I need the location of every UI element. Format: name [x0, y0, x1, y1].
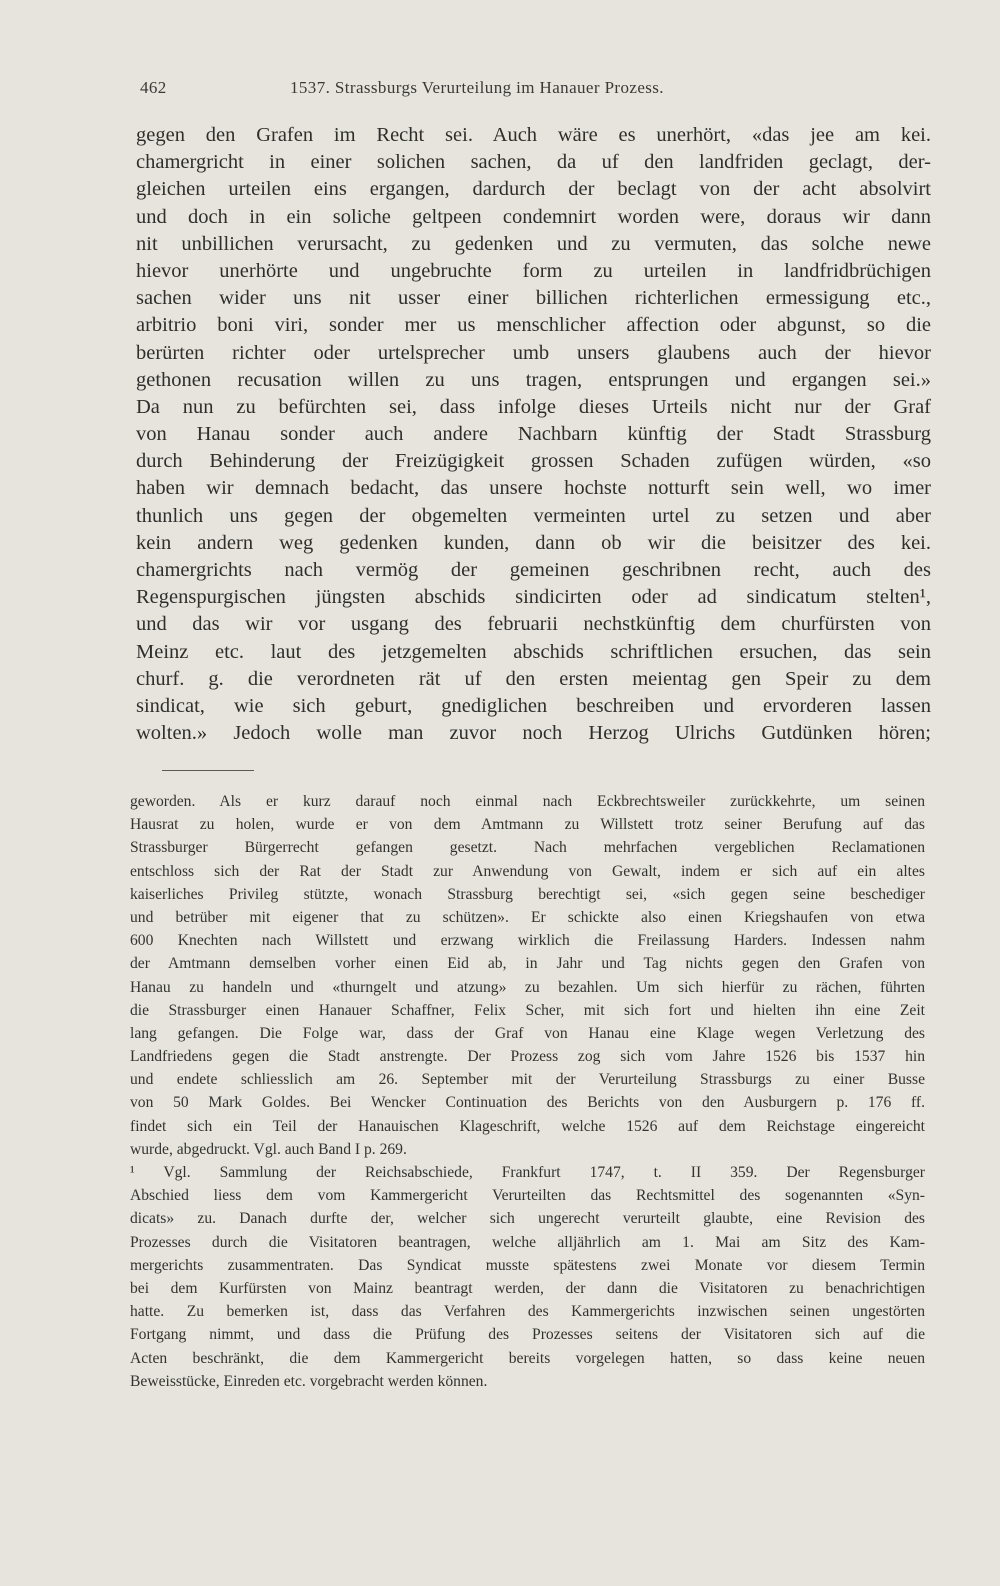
- text-line: gleichen urteilen eins ergangen, dardurch der beclagt von der acht absolvirt: [136, 178, 931, 201]
- footnote-line: entschloss sich der Rat der Stadt zur Anwendung von Gewalt, indem er sich auf ein altes: [130, 862, 925, 880]
- text-line: wolten.» Jedoch wolle man zuvor noch Herzog Ulrichs Gutdünken hören;: [136, 722, 931, 745]
- text-line: und das wir vor usgang des februarii nechstkünftig dem churfürsten von: [136, 613, 931, 636]
- footnote-line: findet sich ein Teil der Hanauischen Klageschrift, welche 1526 auf dem Reichstage eingereicht: [130, 1117, 925, 1135]
- text-line: Regenspurgischen jüngsten abschids sindicirten oder ad sindicatum stelten¹,: [136, 586, 931, 609]
- footnote-divider: [162, 770, 254, 771]
- text-line: chamergricht in einer solichen sachen, da uf den landfriden geclagt, der-: [136, 151, 931, 174]
- footnote-line: und betrüber mit eigener that zu schützen». Er schickte also einen Kriegshaufen von etwa: [130, 908, 925, 926]
- footnote-line: der Amtmann demselben vorher einen Eid ab, in Jahr und Tag nichts gegen den Grafen von: [130, 955, 925, 973]
- text-line: durch Behinderung der Freizügigkeit grossen Schaden zufügen würden, «so: [136, 450, 931, 473]
- text-line: kein andern weg gedenken kunden, dann ob wir die beisitzer des kei.: [136, 531, 931, 554]
- footnote-line: Fortgang nimmt, und dass die Prüfung des Prozesses seitens der Visitatoren sich auf die: [130, 1326, 925, 1344]
- footnote-line: Landfriedens gegen die Stadt anstrengte. Der Prozess zog sich vom Jahre 1526 bis 1537 hin: [130, 1048, 925, 1066]
- text-line: gegen den Grafen im Recht sei. Auch wäre es unerhört, «das jee am kei.: [136, 124, 931, 146]
- footnote-line: bei dem Kurfürsten von Mainz beantragt werden, der dann die Visitatoren zu benachrichtigen: [130, 1279, 925, 1297]
- footnote-line: hatte. Zu bemerken ist, dass das Verfahren des Kammergerichts inzwischen seinen ungestörten: [130, 1303, 925, 1321]
- footnote-line: ¹ Vgl. Sammlung der Reichsabschiede, Frankfurt 1747, t. II 359. Der Regensburger: [130, 1164, 925, 1181]
- text-line: arbitrio boni viri, sonder mer us menschlicher affection oder abgunst, so die: [136, 314, 931, 337]
- footnote-line: geworden. Als er kurz darauf noch einmal nach Eckbrechtsweiler zurückkehrte, um seinen: [130, 793, 925, 810]
- text-line: von Hanau sonder auch andere Nachbarn künftig der Stadt Strassburg: [136, 423, 931, 446]
- footnote-line: Hausrat zu holen, wurde er von dem Amtmann zu Willstett trotz seiner Berufung auf das: [130, 816, 925, 834]
- footnote-line: mergerichts zusammentraten. Das Syndicat musste spätestens zwei Monate vor diesem Termin: [130, 1256, 925, 1274]
- footnote-line: und endete schliesslich am 26. September mit der Verurteilung Strassburgs zu einer Busse: [130, 1071, 925, 1089]
- text-line: gethonen recusation willen zu uns tragen, entsprungen und ergangen sei.»: [136, 368, 931, 391]
- text-line: haben wir demnach bedacht, das unsere hochste notturft sein well, wo imer: [136, 477, 931, 500]
- footnote-line: Acten beschränkt, die dem Kammergericht bereits vorgelegen hatten, so dass keine neuen: [130, 1349, 925, 1367]
- text-line: sindicat, wie sich geburt, gnediglichen beschreiben und ervorderen lassen: [136, 694, 931, 717]
- page-number: 462: [140, 78, 167, 97]
- running-head: 1537. Strassburgs Verurteilung im Hanauer Prozess.: [290, 78, 664, 97]
- text-line: churf. g. die verordneten rät uf den ersten meientag gen Speir zu dem: [136, 667, 931, 690]
- footnote-line: wurde, abgedruckt. Vgl. auch Band I p. 269.: [130, 1140, 407, 1158]
- text-line: chamergrichts nach vermög der gemeinen geschribnen recht, auch des: [136, 559, 931, 581]
- footnote-line: lang gefangen. Die Folge war, dass der Graf von Hanau eine Klage wegen Verletzung des: [130, 1024, 925, 1042]
- main-text-block: [136, 122, 931, 747]
- text-line: und doch in ein soliche geltpeen condemnirt worden were, doraus wir dann: [136, 205, 931, 228]
- text-line: sachen wider uns nit usser einer billichen richterlichen ermessigung etc.,: [136, 287, 931, 310]
- footnotes-block: [130, 790, 925, 1393]
- text-line: Da nun zu befürchten sei, dass infolge dieses Urteils nicht nur der Graf: [136, 395, 931, 418]
- text-line: nit unbillichen verursacht, zu gedenken und zu vermuten, das solche newe: [136, 232, 931, 255]
- footnote-line: Hanau zu handeln und «thurngelt und atzung» zu bezahlen. Um sich hierfür zu rächen, führten: [130, 978, 925, 996]
- footnote-line: Beweisstücke, Einreden etc. vorgebracht werden können.: [130, 1372, 488, 1390]
- text-line: thunlich uns gegen der obgemelten vermeinten urtel zu setzen und aber: [136, 504, 931, 527]
- text-line: Meinz etc. laut des jetzgemelten abschids schriftlichen ersuchen, das sein: [136, 640, 931, 663]
- page-header: [140, 78, 940, 100]
- footnote-line: dicats» zu. Danach durfte der, welcher sich ungerecht verurteilt glaubte, eine Revision des: [130, 1210, 925, 1228]
- footnote-line: die Strassburger einen Hanauer Schaffner, Felix Scher, mit sich fort und hielten ihn eine Zeit: [130, 1001, 925, 1019]
- text-line: hievor unerhörte und ungebruchte form zu urteilen in landfridbrüchigen: [136, 259, 931, 282]
- footnote-line: Abschied liess dem vom Kammergericht Verurteilten das Rechtsmittel des sogenannten «Syn-: [130, 1187, 925, 1205]
- text-line: berürten richter oder urtelsprecher umb unsers glaubens auch der hievor: [136, 341, 931, 364]
- footnote-line: 600 Knechten nach Willstett und erzwang wirklich die Freilassung Harders. Indessen nahm: [130, 932, 925, 950]
- footnote-line: kaiserliches Privileg stützte, wonach Strassburg berechtigt sei, «sich gegen seine beschediger: [130, 885, 925, 903]
- footnote-line: Prozesses durch die Visitatoren beantragen, welche alljährlich am 1. Mai am Sitz des Kam-: [130, 1233, 925, 1251]
- footnote-line: Strassburger Bürgerrecht gefangen gesetzt. Nach mehrfachen vergeblichen Reclamationen: [130, 839, 925, 857]
- footnote-line: von 50 Mark Goldes. Bei Wencker Continuation des Berichts von den Ausburgern p. 176 ff.: [130, 1094, 925, 1112]
